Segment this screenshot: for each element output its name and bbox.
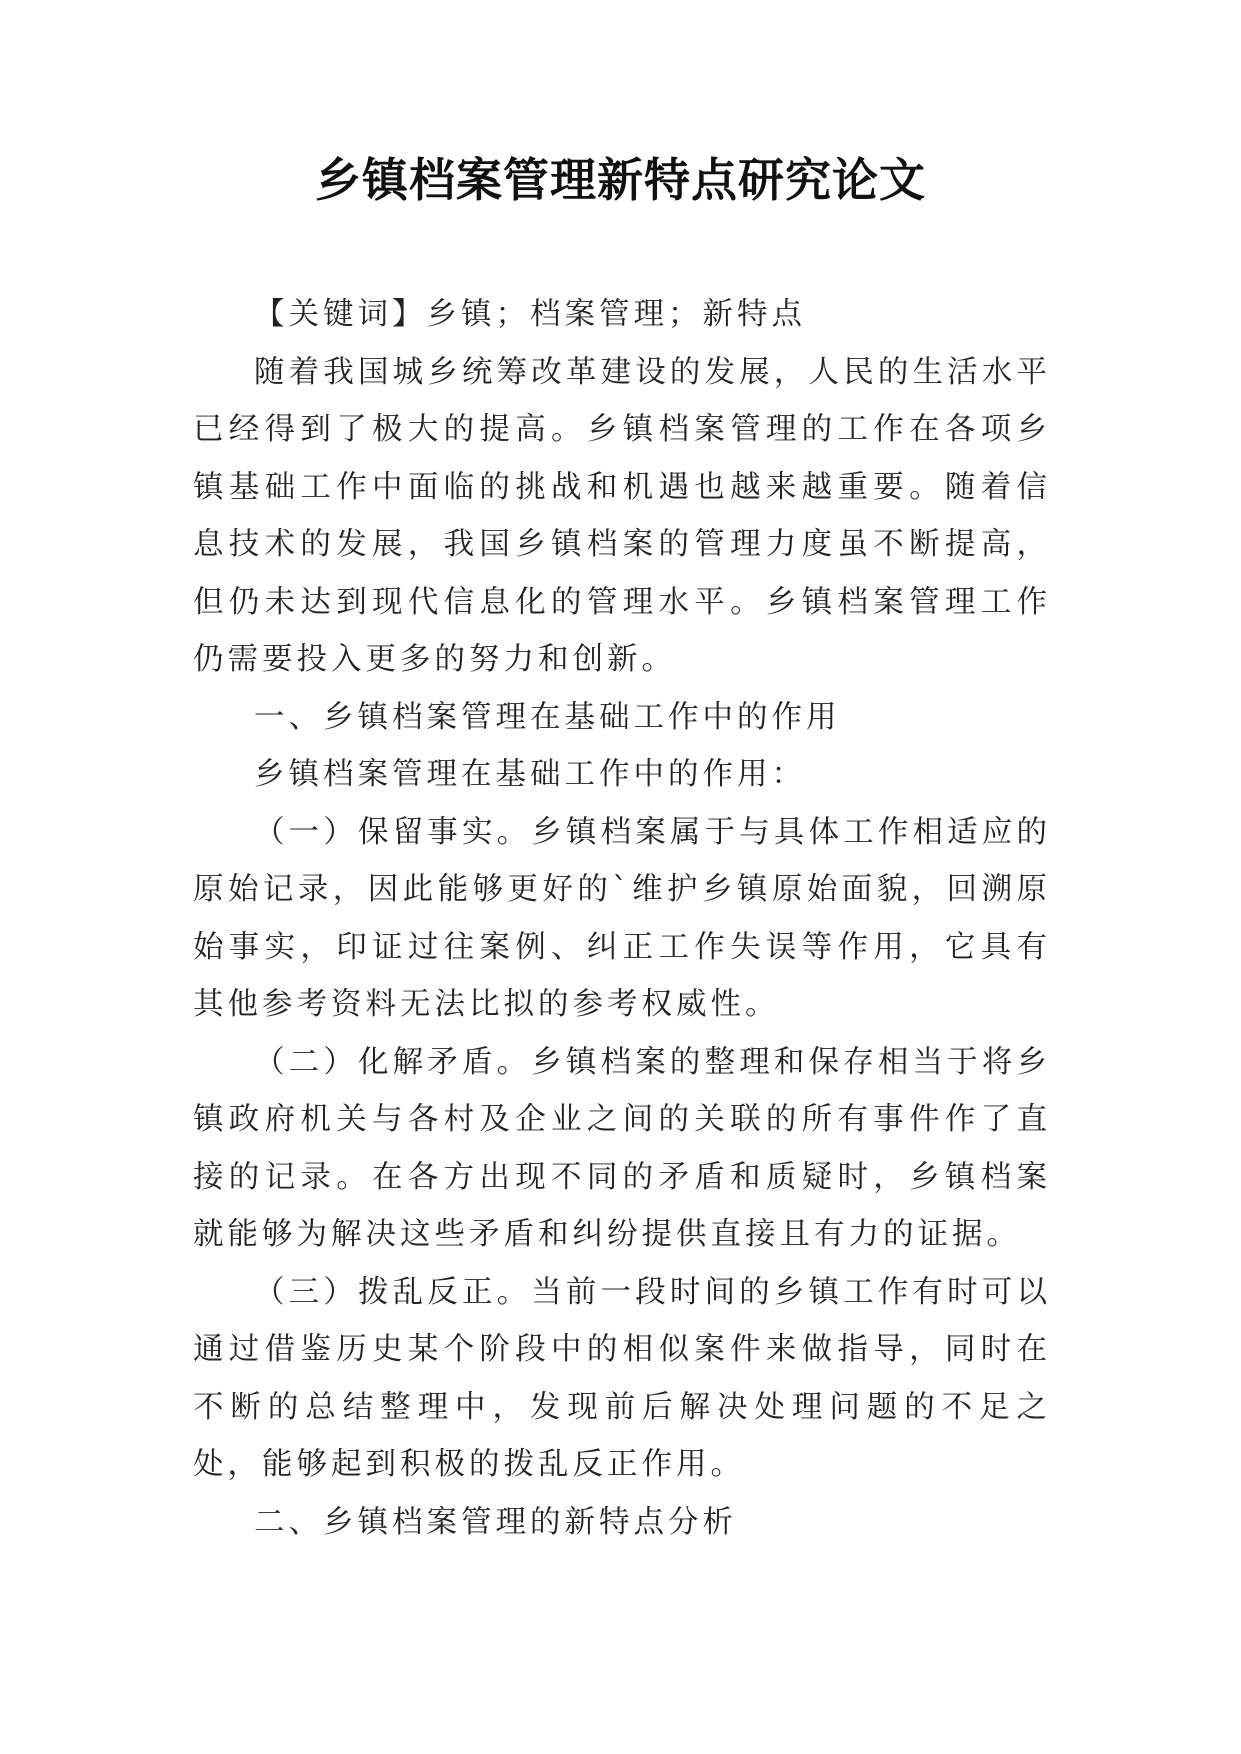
document-title: 乡镇档案管理新特点研究论文 [315,153,926,207]
intro-paragraph: 随着我国城乡统筹改革建设的发展，人民的生活水平已经得到了极大的提高。乡镇档案管理的工作在各项乡镇基础工作中面临的挑战和机遇也越来越重要。随着信息技术的发展，我国乡镇档案的管理力度虽不断提高，但仍未达到现代信息化的管理水平。乡镇档案管理工作仍需要投入更多的努力和创新。 [193,354,1051,677]
section-heading-1: 一、乡镇档案管理在基础工作中的作用 [254,699,841,735]
section-lead-paragraph: 乡镇档案管理在基础工作中的作用： [254,757,806,792]
point-1-paragraph: （一）保留事实。乡镇档案属于与具体工作相适应的原始记录，因此能够更好的`维护乡镇原始面貌，回溯原始事实，印证过往案例、纠正工作失误等作用，它具有其他参考资料无法比拟的参考权威性。 [193,814,1051,1022]
point-3-paragraph: （三）拨乱反正。当前一段时间的乡镇工作有时可以通过借鉴历史某个阶段中的相似案件来做指导，同时在不断的总结整理中，发现前后解决处理问题的不足之处，能够起到积极的拨乱反正作用。 [193,1274,1051,1482]
point-2-paragraph: （二）化解矛盾。乡镇档案的整理和保存相当于将乡镇政府机关与各村及企业之间的关联的所有事件作了直接的记录。在各方出现不同的矛盾和质疑时，乡镇档案就能够为解决这些矛盾和纠纷提供直接且有力的证据。 [193,1044,1051,1252]
keywords-paragraph: 【关键词】乡镇；档案管理；新特点 [254,297,806,332]
section-heading-2: 二、乡镇档案管理的新特点分析 [254,1504,737,1540]
document-body [193,286,1051,1551]
